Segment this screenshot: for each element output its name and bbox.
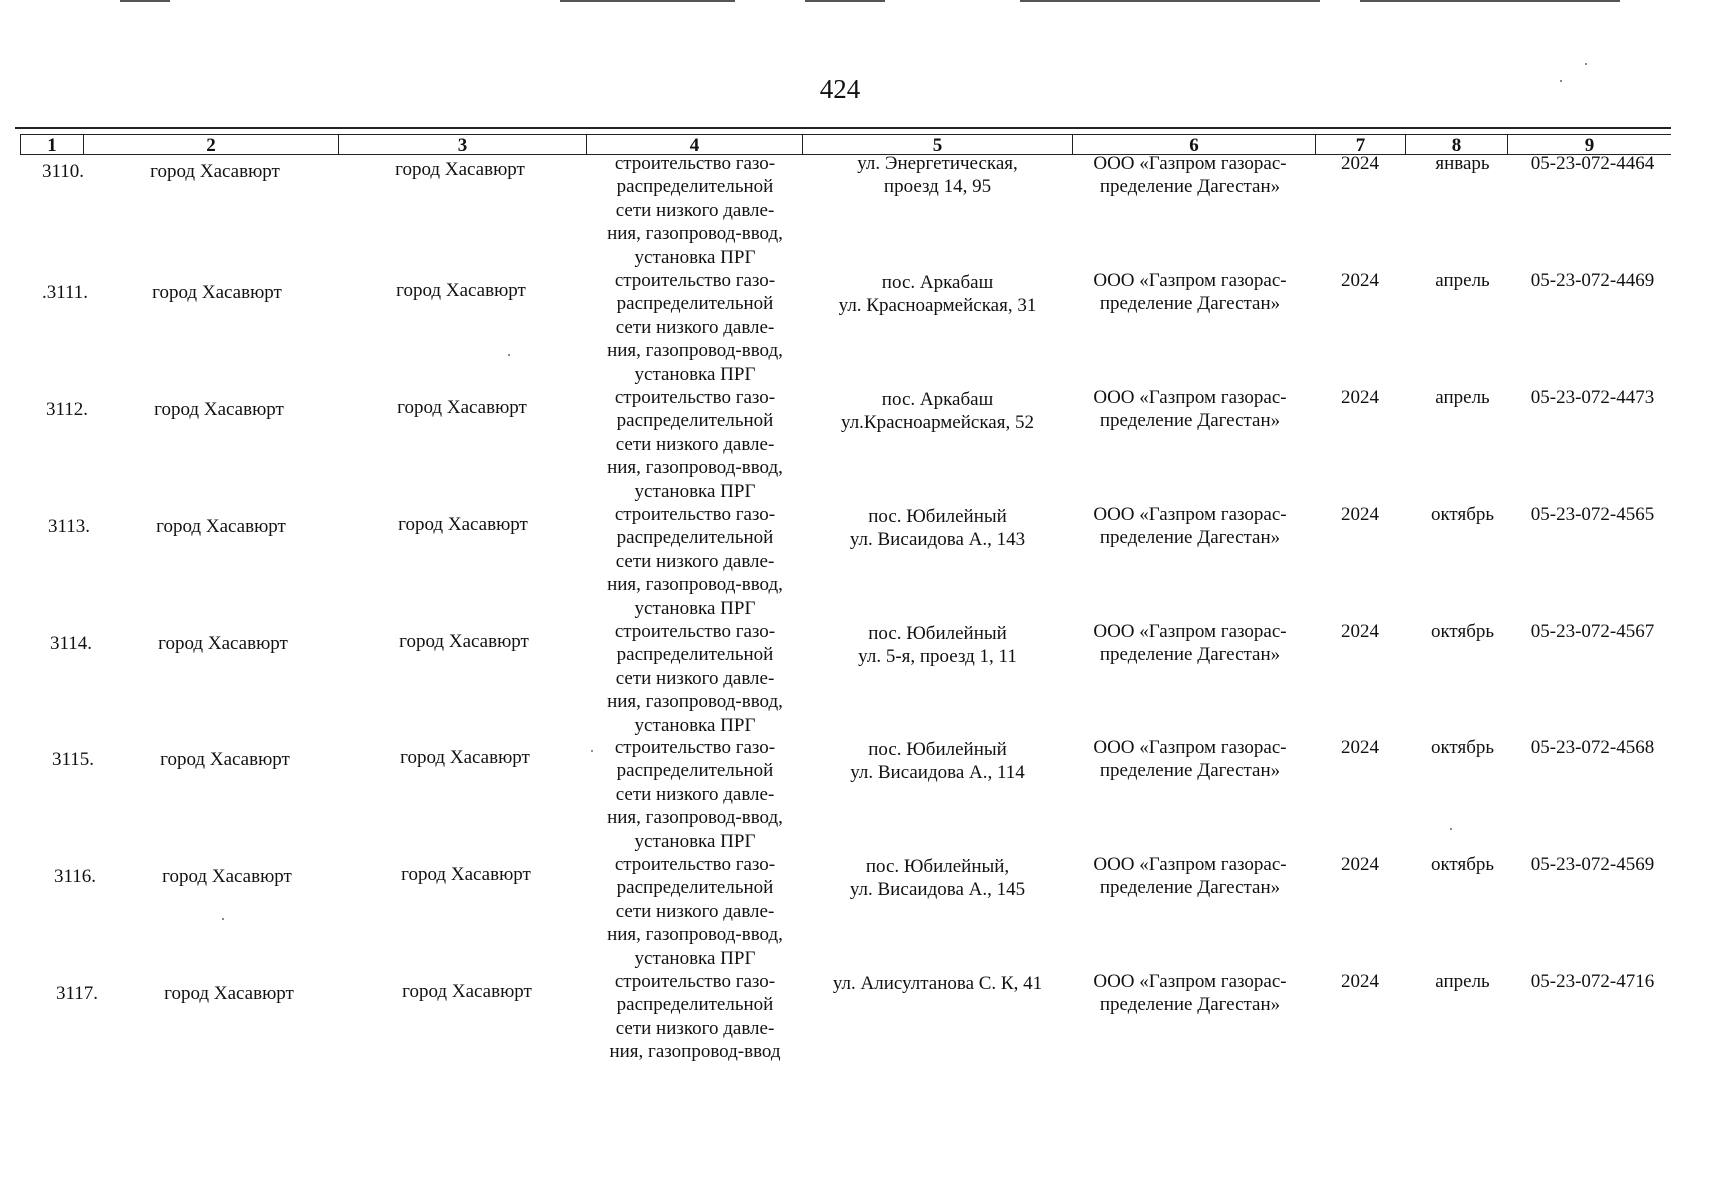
year-cell: 2024 (1341, 387, 1379, 408)
organization-line: ООО «Газпром газорас- (1093, 621, 1287, 642)
municipality-cell: город Хасавюрт (150, 161, 280, 182)
organization-cell (1080, 736, 1300, 783)
registry-code-cell: 05-23-072-4473 (1530, 387, 1655, 408)
work-line: строительство газо- (614, 504, 776, 525)
column-header: 5 (803, 135, 1073, 154)
top-edge-rule (560, 0, 735, 2)
work-line: распределительной (616, 527, 774, 549)
work-line: ния, газопровод-ввод, (607, 924, 783, 946)
organization-cell (1080, 269, 1300, 316)
address-cell (800, 271, 1075, 318)
address-line: пос. Юбилейный, (865, 856, 1010, 877)
scan-speck (1560, 80, 1562, 82)
work-line: распределительной (616, 410, 774, 432)
settlement-cell: город Хасавюрт (400, 747, 530, 768)
column-header: 2 (84, 135, 339, 154)
organization-cell (1080, 503, 1300, 550)
work-description-cell (585, 736, 805, 853)
month-cell: апрель (1435, 387, 1490, 408)
column-header: 3 (339, 135, 587, 154)
year-cell: 2024 (1341, 621, 1379, 642)
address-cell (800, 855, 1075, 902)
row-number: 3114. (49, 633, 93, 654)
work-line: установка ПРГ (634, 597, 756, 619)
work-line: распределительной (616, 994, 774, 1016)
work-line: строительство газо- (614, 737, 776, 758)
address-line: пос. Юбилейный (868, 623, 1007, 644)
column-header: 9 (1584, 135, 1595, 156)
work-line: ния, газопровод-ввод, (607, 691, 783, 713)
work-line: сети низкого давле- (615, 900, 775, 922)
municipality-cell: город Хасавюрт (164, 983, 294, 1004)
work-line: установка ПРГ (634, 947, 756, 969)
scan-speck (1585, 63, 1587, 65)
scan-speck (222, 918, 224, 920)
address-cell (800, 505, 1075, 552)
month-cell: апрель (1435, 270, 1490, 291)
organization-line: ООО «Газпром газорас- (1093, 270, 1287, 291)
work-line: установка ПРГ (634, 830, 756, 852)
page-number: 424 (819, 74, 861, 104)
address-line: проезд 14, 95 (883, 176, 992, 198)
work-line: установка ПРГ (634, 714, 756, 736)
scan-speck (508, 354, 510, 356)
column-header: 8 (1406, 135, 1508, 154)
registry-code-cell: 05-23-072-4567 (1530, 621, 1655, 642)
work-line: строительство газо- (614, 153, 776, 174)
address-line: ул. Красноармейская, 31 (838, 295, 1037, 317)
work-line: сети низкого давле- (615, 316, 775, 338)
address-cell (800, 388, 1075, 435)
row-number: 3110. (41, 161, 85, 182)
address-line: ул. Висаидова А., 114 (850, 762, 1025, 784)
address-line: пос. Юбилейный (868, 506, 1007, 527)
address-line: ул. Висаидова А., 143 (849, 529, 1026, 551)
settlement-cell: город Хасавюрт (397, 397, 527, 418)
address-cell (800, 152, 1075, 199)
organization-line: ООО «Газпром газорас- (1093, 504, 1287, 525)
registry-code-cell: 05-23-072-4565 (1530, 504, 1655, 525)
municipality-cell: город Хасавюрт (162, 866, 292, 887)
settlement-cell: город Хасавюрт (395, 159, 525, 180)
work-line: распределительной (616, 176, 774, 198)
work-description-cell (585, 853, 805, 970)
row-number: 3116. (53, 866, 97, 887)
address-cell (800, 622, 1075, 669)
address-line: ул. Алисултанова С. К, 41 (832, 973, 1043, 994)
municipality-cell: город Хасавюрт (156, 516, 286, 537)
settlement-cell: город Хасавюрт (398, 514, 528, 535)
work-line: ния, газопровод-ввод, (607, 457, 783, 479)
address-line: пос. Аркабаш (881, 272, 994, 293)
row-number: .3111. (41, 282, 89, 303)
scan-speck (591, 750, 593, 752)
work-line: ния, газопровод-ввод (609, 1041, 781, 1063)
work-line: строительство газо- (614, 971, 776, 992)
work-line: распределительной (616, 877, 774, 899)
month-cell: октябрь (1430, 621, 1495, 642)
row-number: 3112. (45, 399, 89, 420)
work-line: сети низкого давле- (615, 1017, 775, 1039)
row-number: 3115. (51, 749, 95, 770)
work-line: сети низкого давле- (615, 783, 775, 805)
organization-line: ООО «Газпром газорас- (1093, 854, 1287, 875)
month-cell: октябрь (1430, 504, 1495, 525)
organization-line: пределение Дагестан» (1099, 994, 1281, 1016)
column-header: 1 (21, 135, 84, 154)
work-description-cell (585, 970, 805, 1064)
work-line: ния, газопровод-ввод, (607, 223, 783, 245)
top-edge-rule (805, 0, 885, 2)
address-line: пос. Юбилейный (868, 739, 1007, 760)
work-line: ния, газопровод-ввод, (607, 807, 783, 829)
address-cell (800, 738, 1075, 785)
work-line: распределительной (616, 760, 774, 782)
municipality-cell: город Хасавюрт (160, 749, 290, 770)
municipality-cell: город Хасавюрт (154, 399, 284, 420)
settlement-cell: город Хасавюрт (402, 981, 532, 1002)
work-line: сети низкого давле- (615, 433, 775, 455)
row-number: 3117. (55, 983, 99, 1004)
work-line: строительство газо- (614, 387, 776, 408)
organization-cell (1080, 853, 1300, 900)
column-header: 7 (1316, 135, 1406, 154)
address-line: пос. Аркабаш (881, 389, 994, 410)
work-line: строительство газо- (614, 621, 776, 642)
work-line: установка ПРГ (634, 363, 756, 385)
address-line: ул. Висаидова А., 145 (849, 879, 1026, 901)
year-cell: 2024 (1341, 737, 1379, 758)
address-line: ул. Энергетическая, (857, 153, 1018, 174)
year-cell: 2024 (1341, 971, 1379, 992)
organization-line: пределение Дагестан» (1099, 293, 1281, 315)
municipality-cell: город Хасавюрт (158, 633, 288, 654)
work-line: установка ПРГ (634, 246, 756, 268)
row-number: 3113. (47, 516, 91, 537)
work-line: сети низкого давле- (615, 667, 775, 689)
work-line: сети низкого давле- (615, 199, 775, 221)
organization-cell (1080, 970, 1300, 1017)
year-cell: 2024 (1341, 270, 1379, 291)
column-header: 4 (587, 135, 803, 154)
registry-code-cell: 05-23-072-4568 (1530, 737, 1655, 758)
registry-code-cell: 05-23-072-4464 (1530, 153, 1655, 174)
settlement-cell: город Хасавюрт (401, 864, 531, 885)
organization-cell (1080, 620, 1300, 667)
month-cell: январь (1435, 153, 1490, 174)
month-cell: октябрь (1430, 854, 1495, 875)
work-description-cell (585, 386, 805, 503)
work-line: распределительной (616, 293, 774, 315)
top-edge-rule (120, 0, 170, 2)
work-description-cell (585, 620, 805, 737)
organization-cell (1080, 152, 1300, 199)
registry-code-cell: 05-23-072-4716 (1530, 971, 1655, 992)
year-cell: 2024 (1341, 504, 1379, 525)
organization-cell (1080, 386, 1300, 433)
municipality-cell: город Хасавюрт (152, 282, 282, 303)
organization-line: пределение Дагестан» (1099, 527, 1281, 549)
settlement-cell: город Хасавюрт (396, 280, 526, 301)
work-line: ния, газопровод-ввод, (607, 340, 783, 362)
work-description-cell (585, 152, 805, 269)
address-line: ул.Красноармейская, 52 (841, 412, 1034, 434)
month-cell: октябрь (1430, 737, 1495, 758)
work-line: распределительной (616, 644, 774, 666)
organization-line: ООО «Газпром газорас- (1093, 387, 1287, 408)
organization-line: ООО «Газпром газорас- (1093, 971, 1287, 992)
address-cell (800, 972, 1075, 995)
table-top-rule (15, 127, 1671, 129)
column-header: 6 (1073, 135, 1316, 154)
work-line: сети низкого давле- (615, 550, 775, 572)
address-line: ул. 5-я, проезд 1, 11 (858, 646, 1017, 668)
settlement-cell: город Хасавюрт (399, 631, 529, 652)
organization-line: пределение Дагестан» (1099, 760, 1281, 782)
work-line: ния, газопровод-ввод, (607, 574, 783, 596)
organization-line: пределение Дагестан» (1099, 877, 1281, 899)
work-line: строительство газо- (614, 854, 776, 875)
scan-speck (1450, 828, 1452, 830)
organization-line: пределение Дагестан» (1099, 644, 1281, 666)
work-line: установка ПРГ (634, 480, 756, 502)
work-line: строительство газо- (614, 270, 776, 291)
registry-code-cell: 05-23-072-4569 (1530, 854, 1655, 875)
work-description-cell (585, 503, 805, 620)
work-description-cell (585, 269, 805, 386)
year-cell: 2024 (1341, 854, 1379, 875)
month-cell: апрель (1435, 971, 1490, 992)
organization-line: пределение Дагестан» (1099, 410, 1281, 432)
top-edge-rule (1360, 0, 1620, 2)
year-cell: 2024 (1341, 153, 1379, 174)
top-edge-rule (1020, 0, 1320, 2)
organization-line: ООО «Газпром газорас- (1093, 737, 1287, 758)
registry-code-cell: 05-23-072-4469 (1530, 270, 1655, 291)
organization-line: ООО «Газпром газорас- (1093, 153, 1287, 174)
organization-line: пределение Дагестан» (1099, 176, 1281, 198)
